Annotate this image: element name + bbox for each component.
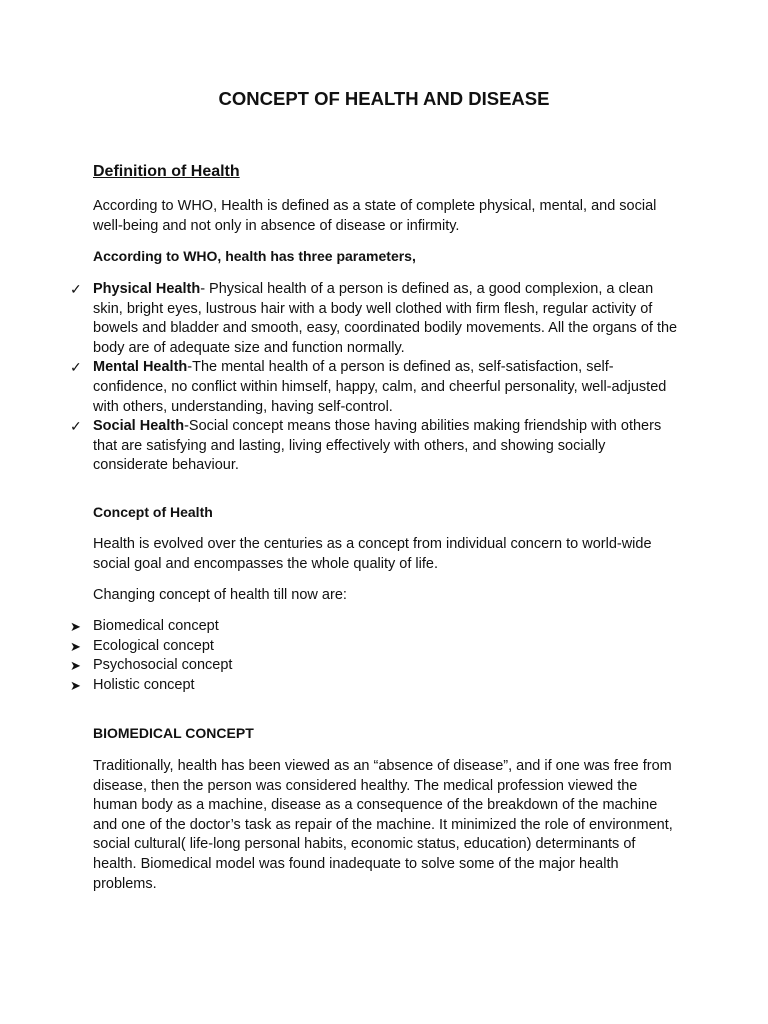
parameter-text: - Physical health of a person is defined as, a good complexion, a clean skin, bright eyes, lustrous hair with a body well clothed with firm flesh, regular activity of bowels and bladder and smooth, easy, coordinated bodily movements. All the organs of the body are of adequate size and function normally. xyxy=(93,281,678,356)
parameter-term: Physical Health xyxy=(93,281,201,297)
concept-label: Biomedical concept xyxy=(93,618,219,634)
parameter-text: -The mental health of a person is defined as, self-satisfaction, self-confidence, no conflict within himself, happy, calm, and cheerful personality, well-adjusted with others, understanding, having self-control. xyxy=(93,359,667,415)
definition-heading: Definition of Health xyxy=(93,163,240,180)
document-title: CONCEPT OF HEALTH AND DISEASE xyxy=(218,88,550,109)
list-item-social-health xyxy=(70,417,678,476)
checkmark-icon: ✓ xyxy=(70,418,82,435)
list-item xyxy=(70,617,493,637)
arrow-bullet-icon: ➤ xyxy=(70,619,81,634)
biomedical-heading: BIOMEDICAL CONCEPT xyxy=(93,725,254,741)
list-item-physical-health xyxy=(70,280,678,358)
changing-concept-text: Changing concept of health till now are: xyxy=(93,587,347,603)
list-item-mental-health xyxy=(70,358,678,417)
checkmark-icon: ✓ xyxy=(70,359,82,376)
checkmark-icon: ✓ xyxy=(70,281,82,297)
arrow-bullet-icon: ➤ xyxy=(70,658,81,674)
parameter-text: -Social concept means those having abilities making friendship with others that are satisfying and lasting, living effectively with others, and showing socially considerate behaviour. xyxy=(93,418,662,474)
arrow-bullet-icon: ➤ xyxy=(70,677,81,693)
list-item xyxy=(70,637,493,657)
arrow-bullet-icon: ➤ xyxy=(70,638,81,654)
concept-label: Psychosocial concept xyxy=(93,657,233,674)
concept-heading: Concept of Health xyxy=(93,504,213,520)
list-item xyxy=(70,676,493,696)
biomedical-paragraph: Traditionally, health has been viewed as an “absence of disease”, and if one was free from disease, then the person was considered healthy. The medical profession viewed the human body as a machine, disease as a consequence of the breakdown of the machine and one of the doctor’s task as repair of the machine. It minimized the role of environment, social cultural( life-long personal habits, economic status, education) determinants of health. Biomedical model was found inadequate to solve some of the major health problems. xyxy=(93,758,673,892)
list-item xyxy=(70,656,493,676)
concepts-list xyxy=(70,617,493,695)
who-definition-paragraph: According to WHO, Health is defined as a state of complete physical, mental, and social well-being and not only in absence of disease or infirmity. xyxy=(93,198,657,234)
concept-paragraph: Health is evolved over the centuries as a concept from individual concern to world-wide social goal and encompasses the whole quality of life. xyxy=(93,536,652,572)
parameter-term: Social Health xyxy=(93,418,185,435)
concept-label: Ecological concept xyxy=(93,637,214,654)
parameters-list xyxy=(70,280,678,476)
parameter-term: Mental Health xyxy=(93,359,188,376)
parameters-heading: According to WHO, health has three parameters, xyxy=(93,248,416,264)
concept-label: Holistic concept xyxy=(93,676,195,693)
